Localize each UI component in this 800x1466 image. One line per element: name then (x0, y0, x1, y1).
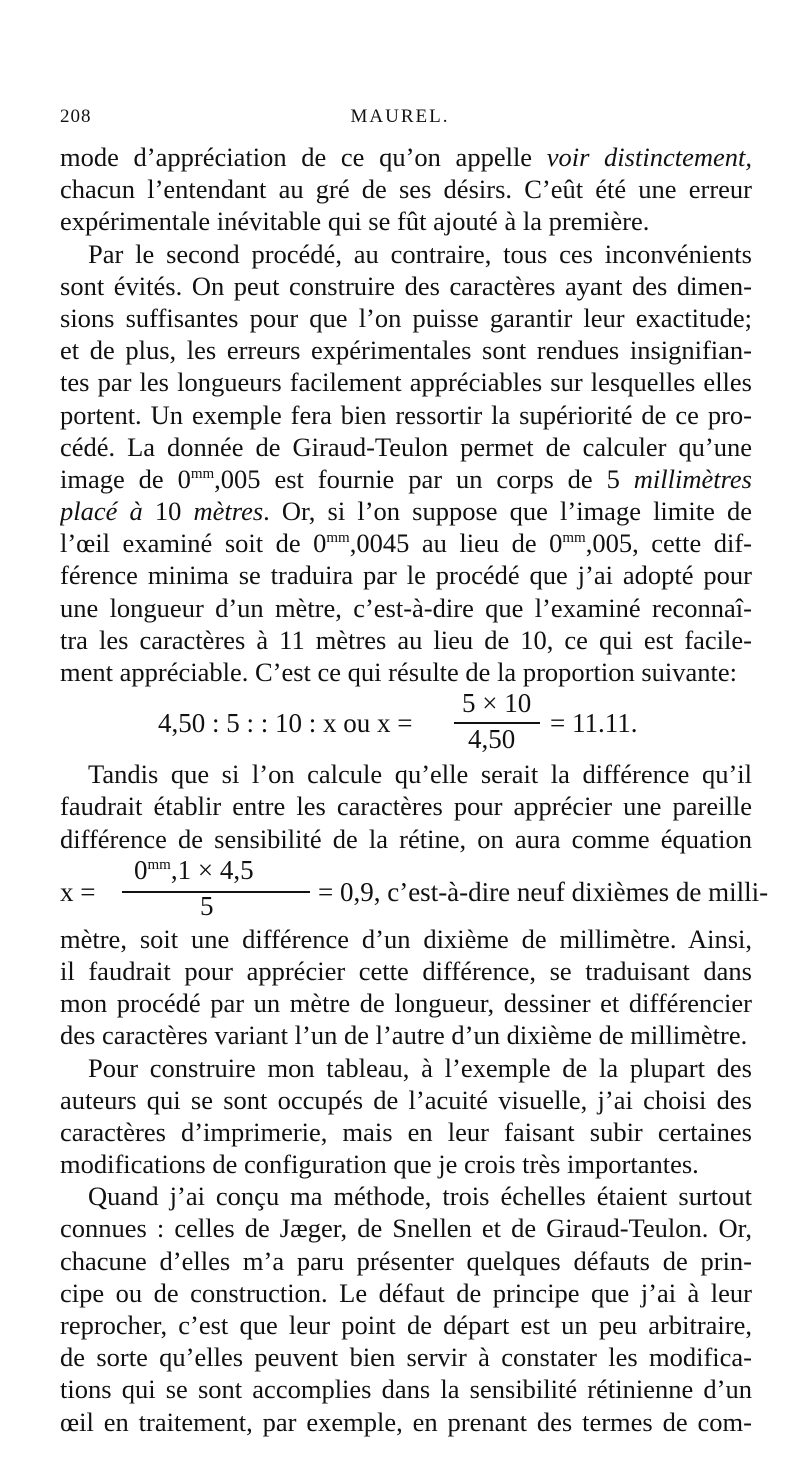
text-line: de sorte qu’elles peuvent bien servir à constater les modifica- (60, 1342, 752, 1373)
text-line: tes par les longueurs facilement appréciables sur lesquelles elles (60, 367, 752, 398)
equation-denominator: 5 (200, 890, 214, 921)
text-line: placé à 10 mètres. Or, si l’on suppose que l’image limite de (60, 496, 752, 527)
text-line: chacun l’entendant au gré de ses désirs. C’eût été une erreur (60, 174, 752, 205)
paragraph-block-2 (60, 758, 752, 855)
paragraph-block-1 (60, 141, 752, 688)
body-text (60, 141, 769, 1438)
formula-denominator: 4,50 (468, 724, 516, 755)
page-number: 208 (60, 106, 92, 127)
text-line: il faudrait pour apprécier cette différence, se traduisant dans (60, 955, 752, 986)
text-line: Tandis que si l’on calcule qu’elle serait la différence qu’il (88, 759, 752, 790)
text-line: cipe ou de construction. Le défaut de principe que j’ai à leur (60, 1277, 752, 1308)
text-line: reprocher, c’est que leur point de départ est un peu arbitraire, (60, 1310, 752, 1340)
text-line: des caractères variant l’un de l’autre d’un dixième de millimètre. (60, 1020, 748, 1051)
equation-numerator: $0^{mm},1 \times 4,5$ (134, 854, 254, 885)
text-line: image de $0^{mm},005$ est fournie par un corps de 5 millimètres (60, 463, 752, 494)
formula-numerator: 5 × 10 (462, 688, 532, 719)
text-line: sions suffisantes pour que l’on puisse garantir leur exactitude; (60, 302, 752, 333)
formula-result: = 11.11. (550, 708, 638, 739)
text-line: caractères d’imprimerie, mais en leur faisant subir certaines (60, 1116, 752, 1147)
text-line: une longueur d’un mètre, c’est-à-dire que l’examiné reconnaî- (60, 592, 752, 623)
equation-formula (60, 854, 769, 923)
text-line: portent. Un exemple fera bien ressortir la supériorité de ce pro- (60, 399, 752, 430)
text-line: mètre, soit une différence d’un dixième de millimètre. Ainsi, (60, 923, 752, 954)
text-line: Pour construire mon tableau, à l’exemple de la plupart des (88, 1052, 752, 1083)
text-line: modifications de configuration que je crois très importantes. (60, 1149, 699, 1180)
text-line: cédé. La donnée de Giraud-Teulon permet de calculer qu’une (60, 431, 752, 462)
text-line: férence minima se traduira par le procédé que j’ai adopté pour (60, 560, 752, 591)
equation-left: x = (60, 876, 96, 907)
text-line: différence de sensibilité de la rétine, on aura comme équation (60, 823, 752, 854)
text-line: connues : celles de Jæger, de Snellen et de Giraud-Teulon. Or, (60, 1213, 752, 1244)
text-line: faudrait établir entre les caractères pour apprécier une pareille (60, 791, 752, 822)
proportion-formula (60, 688, 752, 758)
text-line: mon procédé par un mètre de longueur, dessiner et différencier (60, 988, 752, 1019)
text-line: ment appréciable. C’est ce qui résulte de la proportion suivante: (60, 657, 737, 687)
text-line: tra les caractères à 11 mètres au lieu de 10, ce qui est facile- (60, 624, 752, 655)
page-header (60, 106, 740, 132)
text-line: tions qui se sont accomplies dans la sensibilité rétinienne d’un (60, 1374, 752, 1405)
text-line: sont évités. On peut construire des caractères ayant des dimen- (60, 270, 752, 301)
text-line: Quand j’ai conçu ma méthode, trois échelles étaient surtout (88, 1181, 752, 1212)
formula-left: 4,50 : 5 : : 10 : x ou x = (158, 708, 413, 739)
text-line: Par le second procédé, au contraire, tous ces inconvénients (88, 238, 752, 269)
equation-result: = 0,9, c’est-à-dire neuf dixièmes de milli- (318, 876, 769, 907)
text-line: auteurs qui se sont occupés de l’acuité visuelle, j’ai choisi des (60, 1084, 752, 1115)
running-head: MAUREL. (350, 106, 450, 127)
text-line: l’œil examiné soit de $0^{mm},0045$ au lieu de $0^{mm},005$, cette dif- (60, 528, 752, 559)
equation-fraction-bar (122, 891, 310, 893)
text-line: expérimentale inévitable qui se fût ajouté à la première. (60, 206, 650, 237)
text-line: mode d’appréciation de ce qu’on appelle voir distinctement, (60, 142, 752, 172)
text-line: œil en traitement, par exemple, en prenant des termes de com- (60, 1406, 752, 1437)
paragraph-block-3 (60, 923, 752, 1438)
text-line: et de plus, les erreurs expérimentales sont rendues insignifian- (60, 335, 752, 366)
text-line: chacune d’elles m’a paru présenter quelques défauts de prin- (60, 1245, 752, 1276)
